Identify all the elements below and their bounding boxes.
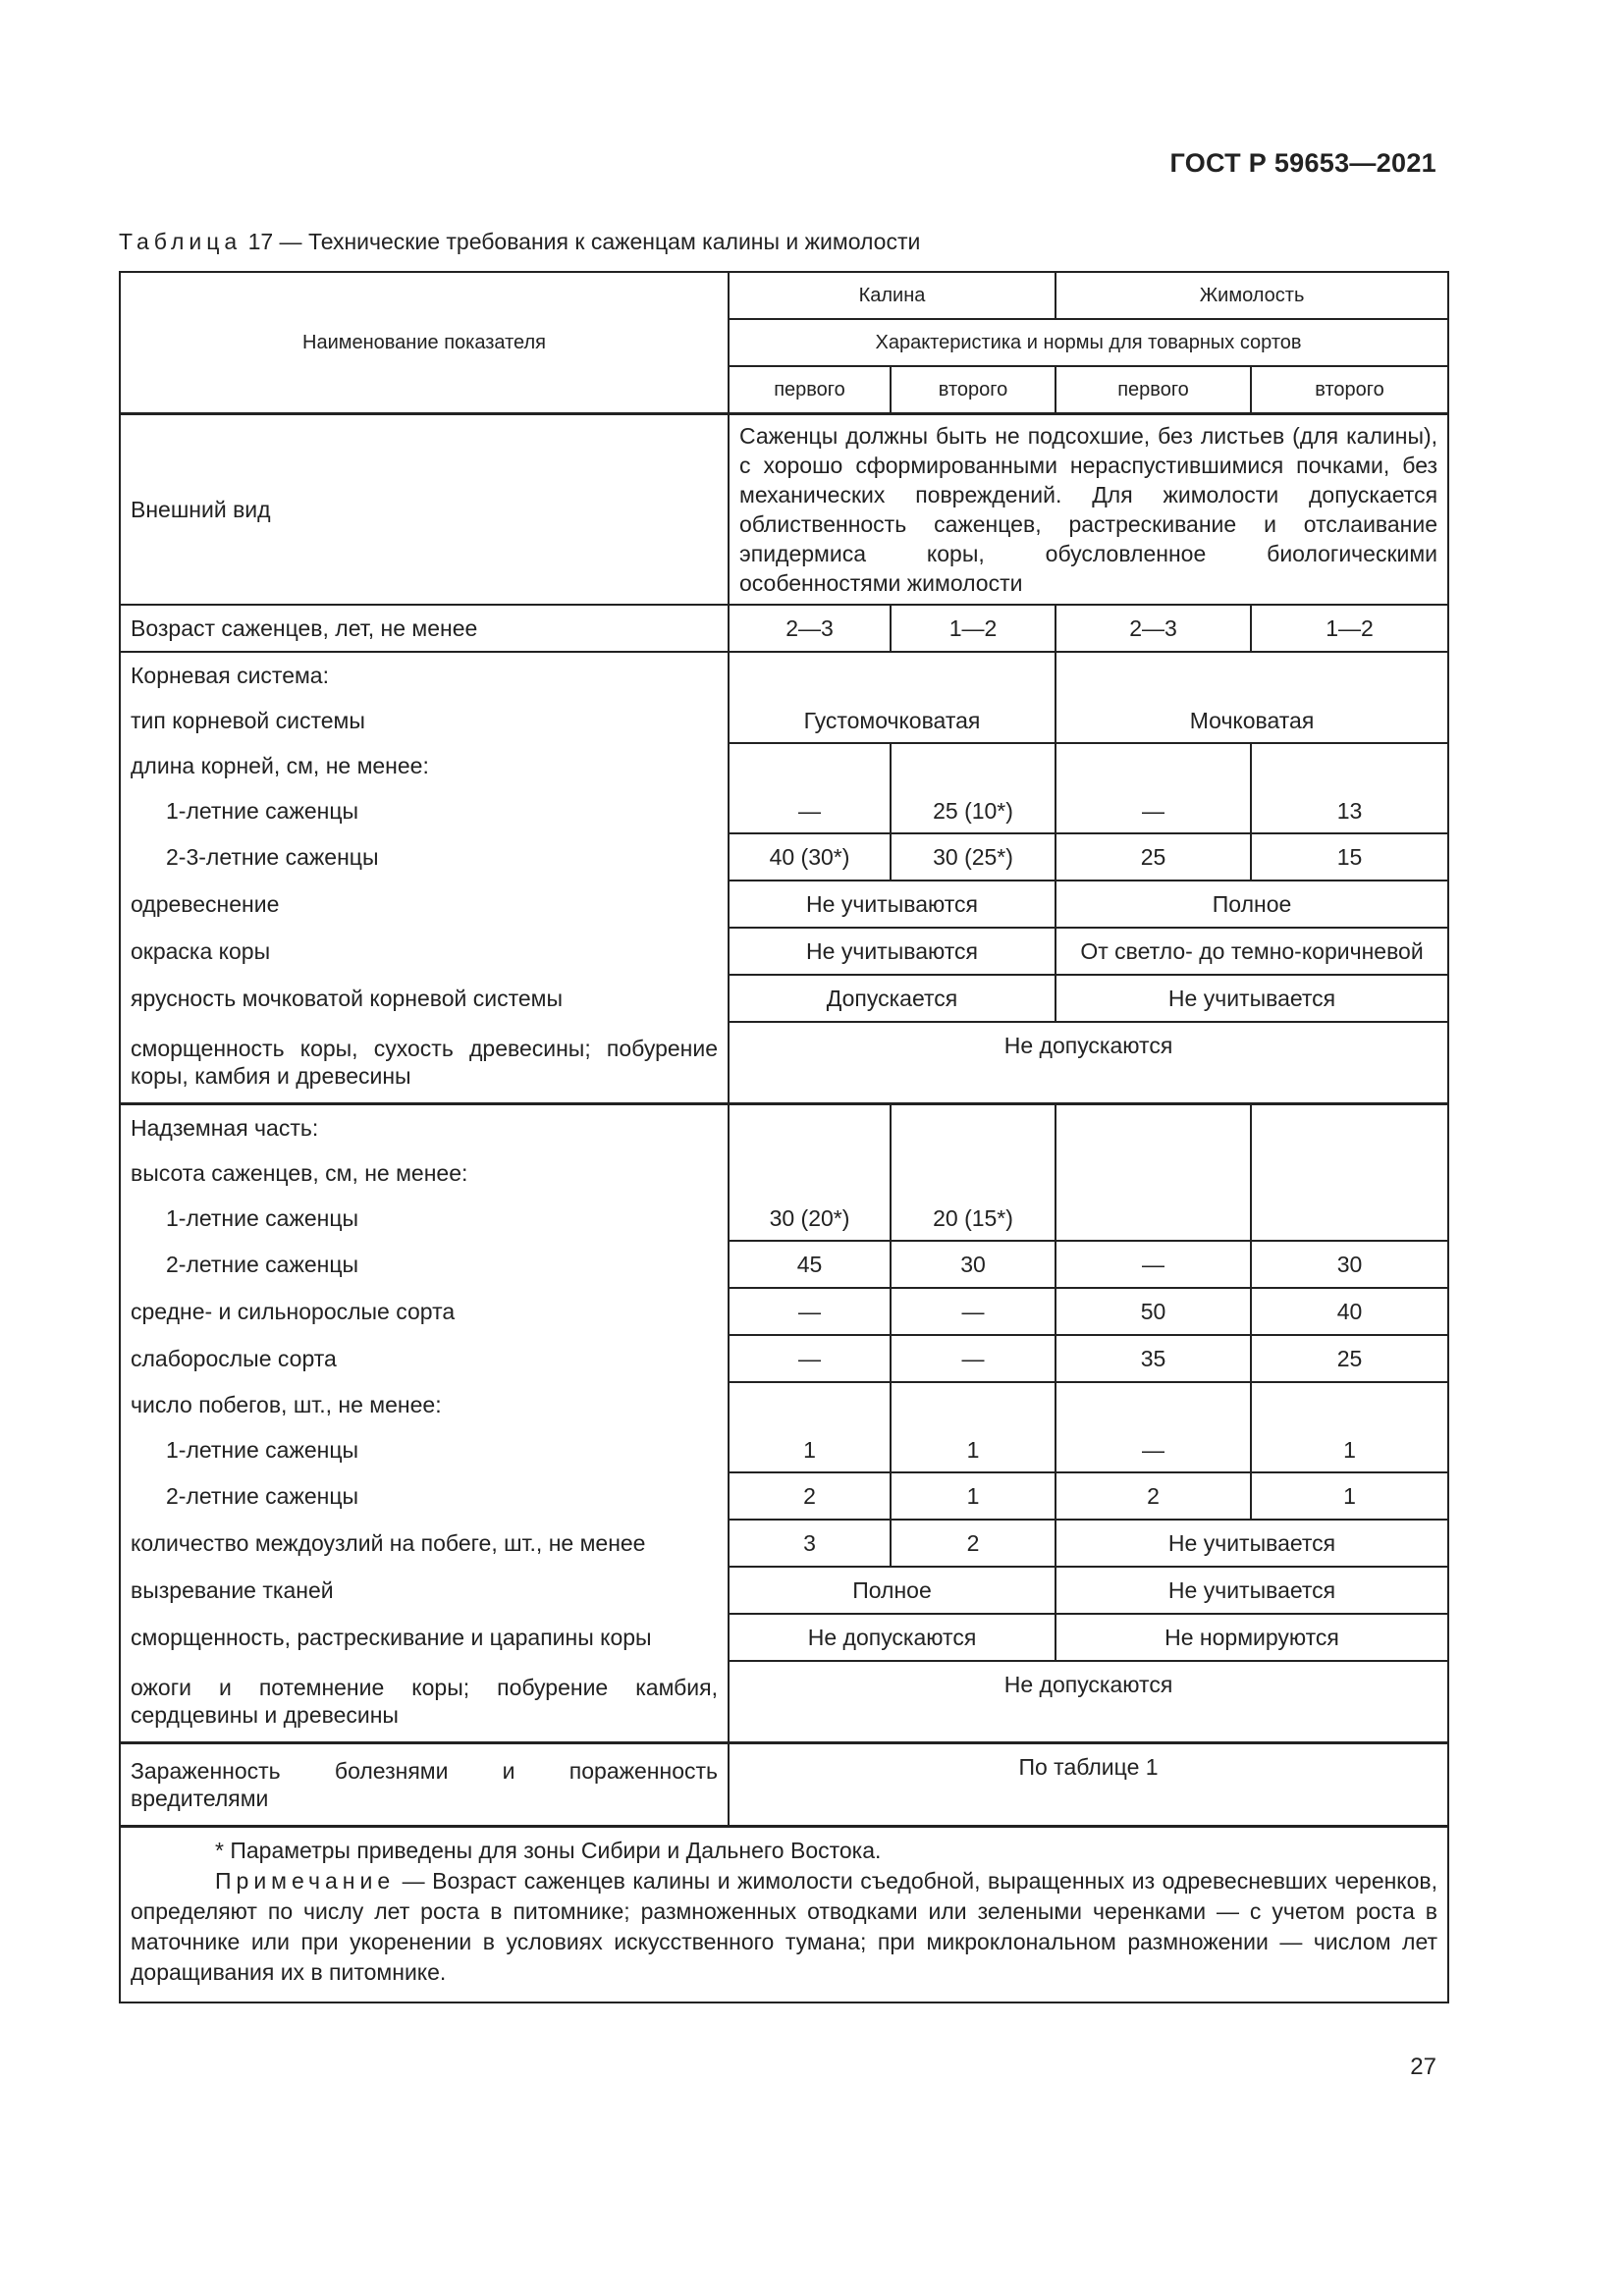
- table-footnote: [120, 1827, 1448, 2003]
- roots-len23-value: 30 (25*): [891, 833, 1056, 881]
- above-mid-value: 50: [1056, 1288, 1251, 1335]
- roots-wrinkle-label: сморщенность коры, сухость древесины; побурение коры, камбия и древесины: [120, 1022, 729, 1104]
- above-s1-value: —: [1056, 1382, 1251, 1472]
- header-zhimolost-second: второго: [1251, 366, 1448, 414]
- roots-len1-value: —: [1056, 743, 1251, 833]
- above-title: Надземная часть:: [120, 1104, 729, 1151]
- above-s2-value: 2: [1056, 1472, 1251, 1520]
- above-s1-value: 1: [891, 1382, 1056, 1472]
- roots-tier-label: ярусность мочковатой корневой системы: [120, 975, 729, 1022]
- roots-lign-label: одревеснение: [120, 881, 729, 928]
- roots-wrinkle-value: Не допускаются: [729, 1022, 1448, 1104]
- document-id: ГОСТ Р 59653—2021: [1169, 148, 1436, 178]
- above-cracks-kalina: Не допускаются: [729, 1614, 1056, 1661]
- roots-len23-value: 25: [1056, 833, 1251, 881]
- above-h2-value: 30: [891, 1241, 1056, 1288]
- above-s2-value: 1: [891, 1472, 1056, 1520]
- above-weak-value: —: [729, 1335, 891, 1382]
- footnote-note: [131, 1866, 1437, 1988]
- roots-len1-value: 13: [1251, 743, 1448, 833]
- header-indicator: Наименование показателя: [120, 272, 729, 414]
- above-weak-value: 35: [1056, 1335, 1251, 1382]
- age-value: 1—2: [891, 605, 1056, 652]
- above-weak-label: слаборослые сорта: [120, 1335, 729, 1382]
- header-kalina: Калина: [729, 272, 1056, 319]
- note-text: — Возраст саженцев калины и жимолости съедобной, выращенных из одревесневших черенков, определяют по числу лет роста в питомнике; размноженных отводками или зелеными черенками — с учетом роста в маточнике или при укоренении в условиях искусственного тумана; при микроклональном размножении — числом лет доращивания их в питомнике.: [131, 1868, 1438, 1985]
- roots-type-kalina: Густомочковатая: [729, 652, 1056, 743]
- above-height-label: высота саженцев, см, не менее:: [120, 1150, 729, 1196]
- above-s1-value: 1: [1251, 1382, 1448, 1472]
- roots-tier-kalina: Допускается: [729, 975, 1056, 1022]
- above-internodes-label: количество междоузлий на побеге, шт., не менее: [120, 1520, 729, 1567]
- above-h1-empty: [1056, 1104, 1251, 1242]
- header-norms: Характеристика и нормы для товарных сортов: [729, 319, 1448, 366]
- above-maturity-zhimolost: Не учитывается: [1056, 1567, 1448, 1614]
- caption-text: 17 — Технические требования к саженцам калины и жимолости: [247, 229, 921, 254]
- roots-title: Корневая система:: [120, 652, 729, 698]
- table-row: [120, 605, 1448, 652]
- page-number: 27: [1410, 2054, 1436, 2080]
- disease-label: Зараженность болезнями и пораженность вредителями: [120, 1743, 729, 1827]
- table-caption: [119, 229, 920, 255]
- table-row: [120, 414, 1448, 606]
- above-burns-label: ожоги и потемнение коры; побурение камбия, сердцевины и древесины: [120, 1661, 729, 1743]
- above-cracks-label: сморщенность, растрескивание и царапины коры: [120, 1614, 729, 1661]
- above-internodes-zhimolost: Не учитывается: [1056, 1520, 1448, 1567]
- above-h2-value: 45: [729, 1241, 891, 1288]
- roots-type-zhimolost: Мочковатая: [1056, 652, 1448, 743]
- age-value: 2—3: [729, 605, 891, 652]
- above-shoots-label: число побегов, шт., не менее:: [120, 1382, 729, 1427]
- above-s2-label: 2-летние саженцы: [120, 1472, 729, 1520]
- roots-len23-label: 2-3-летние саженцы: [120, 833, 729, 881]
- above-maturity-label: вызревание тканей: [120, 1567, 729, 1614]
- header-zhimolost: Жимолость: [1056, 272, 1448, 319]
- above-h2-value: 30: [1251, 1241, 1448, 1288]
- above-h2-label: 2-летние саженцы: [120, 1241, 729, 1288]
- above-h1-value: 30 (20*): [729, 1104, 891, 1242]
- above-maturity-kalina: Полное: [729, 1567, 1056, 1614]
- above-h2-value: —: [1056, 1241, 1251, 1288]
- roots-len1-label: 1-летние саженцы: [120, 788, 729, 833]
- appearance-label: Внешний вид: [120, 414, 729, 606]
- roots-length-label: длина корней, см, не менее:: [120, 743, 729, 788]
- age-value: 2—3: [1056, 605, 1251, 652]
- header-kalina-first: первого: [729, 366, 891, 414]
- above-h1-label: 1-летние саженцы: [120, 1196, 729, 1241]
- roots-lign-zhimolost: Полное: [1056, 881, 1448, 928]
- above-mid-value: 40: [1251, 1288, 1448, 1335]
- above-weak-value: —: [891, 1335, 1056, 1382]
- above-weak-value: 25: [1251, 1335, 1448, 1382]
- above-internodes-value: 3: [729, 1520, 891, 1567]
- above-mid-label: средне- и сильнорослые сорта: [120, 1288, 729, 1335]
- appearance-text: Саженцы должны быть не подсохшие, без листьев (для калины), с хорошо сформированными нераспустившимися почками, без механических повреждений. Для жимолости допускается облиственность саженцев, растрескивание и отслаивание эпидермиса коры, обусловленное биологическими особенностями жимолости: [729, 414, 1448, 606]
- roots-type-label: тип корневой системы: [120, 698, 729, 743]
- above-internodes-value: 2: [891, 1520, 1056, 1567]
- header-zhimolost-first: первого: [1056, 366, 1251, 414]
- above-mid-value: —: [891, 1288, 1056, 1335]
- roots-tier-zhimolost: Не учитывается: [1056, 975, 1448, 1022]
- note-prefix: Примечание: [215, 1868, 396, 1894]
- requirements-table: [119, 271, 1449, 2003]
- above-h1-empty: [1251, 1104, 1448, 1242]
- header-kalina-second: второго: [891, 366, 1056, 414]
- above-s1-label: 1-летние саженцы: [120, 1427, 729, 1472]
- roots-len1-value: —: [729, 743, 891, 833]
- above-s2-value: 2: [729, 1472, 891, 1520]
- footnote-star: * Параметры приведены для зоны Сибири и Дальнего Востока.: [215, 1838, 882, 1863]
- above-h1-value: 20 (15*): [891, 1104, 1056, 1242]
- above-s1-value: 1: [729, 1382, 891, 1472]
- above-burns-value: Не допускаются: [729, 1661, 1448, 1743]
- table-row: [120, 652, 1448, 698]
- above-mid-value: —: [729, 1288, 891, 1335]
- age-value: 1—2: [1251, 605, 1448, 652]
- above-cracks-zhimolost: Не нормируются: [1056, 1614, 1448, 1661]
- above-s2-value: 1: [1251, 1472, 1448, 1520]
- roots-bark-zhimolost: От светло- до темно-коричневой: [1056, 928, 1448, 975]
- roots-len1-value: 25 (10*): [891, 743, 1056, 833]
- roots-bark-kalina: Не учитываются: [729, 928, 1056, 975]
- caption-prefix: Таблица: [119, 229, 243, 254]
- roots-bark-label: окраска коры: [120, 928, 729, 975]
- roots-len23-value: 15: [1251, 833, 1448, 881]
- roots-len23-value: 40 (30*): [729, 833, 891, 881]
- disease-value: По таблице 1: [729, 1743, 1448, 1827]
- roots-lign-kalina: Не учитываются: [729, 881, 1056, 928]
- age-label: Возраст саженцев, лет, не менее: [120, 605, 729, 652]
